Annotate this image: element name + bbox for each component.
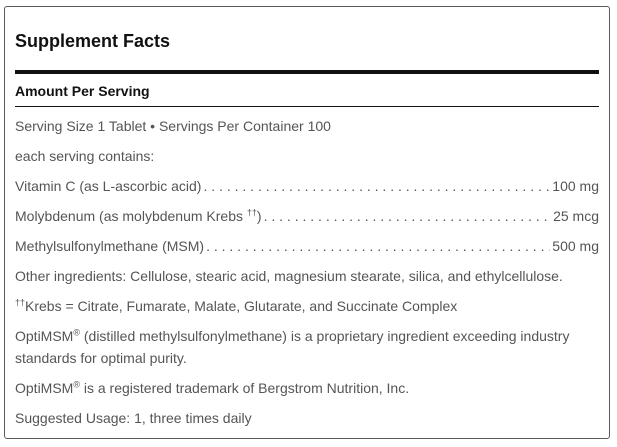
amount-per-serving-heading: Amount Per Serving — [15, 83, 150, 99]
thick-divider — [15, 70, 599, 74]
nutrient-name: Molybdenum (as molybdenum Krebs ††) — [15, 207, 262, 224]
nutrient-row-msm — [15, 235, 599, 257]
registered-mark: ® — [73, 327, 80, 338]
leader-dots — [203, 175, 550, 197]
suggested-usage: Suggested Usage: 1, three times daily — [15, 410, 252, 426]
each-serving-label: each serving contains: — [15, 148, 155, 164]
nutrient-amount: 500 mg — [552, 238, 599, 254]
nutrient-row-molybdenum — [15, 205, 599, 227]
panel-title: Supplement Facts — [15, 31, 171, 51]
trademark-note: OptiMSM® is a registered trademark of Bergstrom Nutrition, Inc. — [15, 379, 410, 396]
leader-dots — [264, 205, 552, 227]
footnote-marker: †† — [15, 297, 26, 308]
registered-mark: ® — [73, 379, 80, 390]
leader-dots — [206, 235, 550, 257]
nutrient-amount: 100 mg — [552, 178, 599, 194]
optimsm-description: OptiMSM® (distilled methylsulfonylmethane) is a proprietary ingredient exceeding industry standards for optimal purity. — [15, 327, 570, 366]
nutrient-name: Methylsulfonylmethane (MSM) — [15, 238, 205, 254]
krebs-footnote: ††Krebs = Citrate, Fumarate, Malate, Glutarate, and Succinate Complex — [15, 297, 458, 314]
footnote-marker: †† — [246, 207, 257, 218]
nutrient-name: Vitamin C (as L-ascorbic acid) — [15, 178, 202, 194]
thin-divider — [15, 106, 599, 107]
nutrient-amount: 25 mcg — [553, 208, 599, 224]
serving-info: Serving Size 1 Tablet • Servings Per Container 100 — [15, 118, 331, 134]
nutrient-row-vitamin-c — [15, 175, 599, 197]
other-ingredients: Other ingredients: Cellulose, stearic acid, magnesium stearate, silica, and ethylcellulose. — [15, 268, 563, 284]
supplement-facts-panel — [4, 6, 610, 439]
